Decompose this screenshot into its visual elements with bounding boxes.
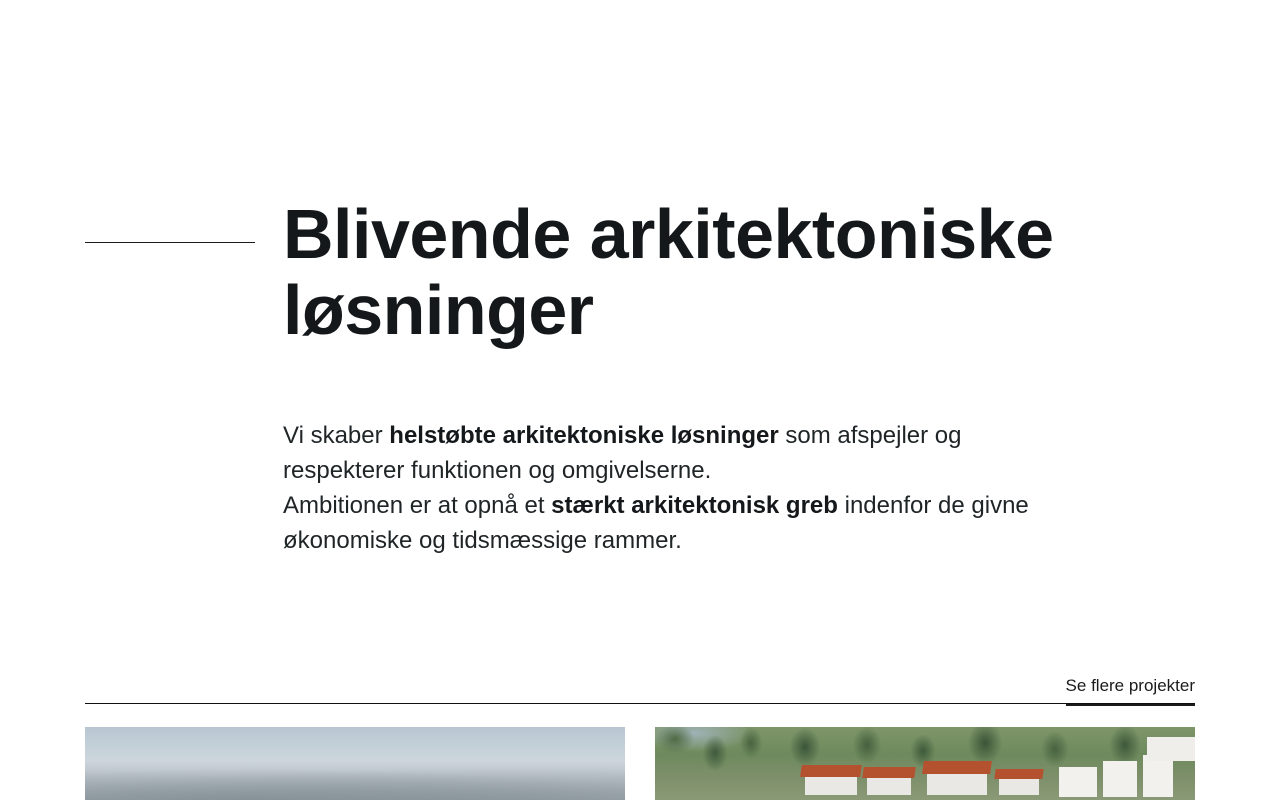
project-card-grid <box>85 727 1195 800</box>
hero-text-part3: Ambitionen er at opnå et <box>283 492 552 519</box>
page-title: Blivende arkitektoniske løsninger <box>283 195 1054 349</box>
project-card-2-buildings <box>655 727 1195 800</box>
see-more-projects-link[interactable]: Se flere projekter <box>1066 674 1195 706</box>
project-card-2[interactable] <box>655 727 1195 800</box>
more-projects-row <box>85 674 1195 704</box>
hero-text-bold2: stærkt arkitektonisk greb <box>551 492 838 519</box>
hero-text-bold1: helstøbte arkitektoniske løsninger <box>389 422 779 449</box>
heading-accent-rule <box>85 242 255 243</box>
hero-text-part1: Vi skaber <box>283 422 390 449</box>
hero-text-part2: som afspejler og respekterer funktionen og omgivelserne. <box>283 422 962 484</box>
hero-text-part4: indenfor de givne økonomiske og tidsmæssige rammer. <box>283 492 1029 554</box>
project-card-1[interactable] <box>85 727 625 800</box>
section-divider <box>85 703 1195 704</box>
hero-paragraph <box>283 418 1083 558</box>
